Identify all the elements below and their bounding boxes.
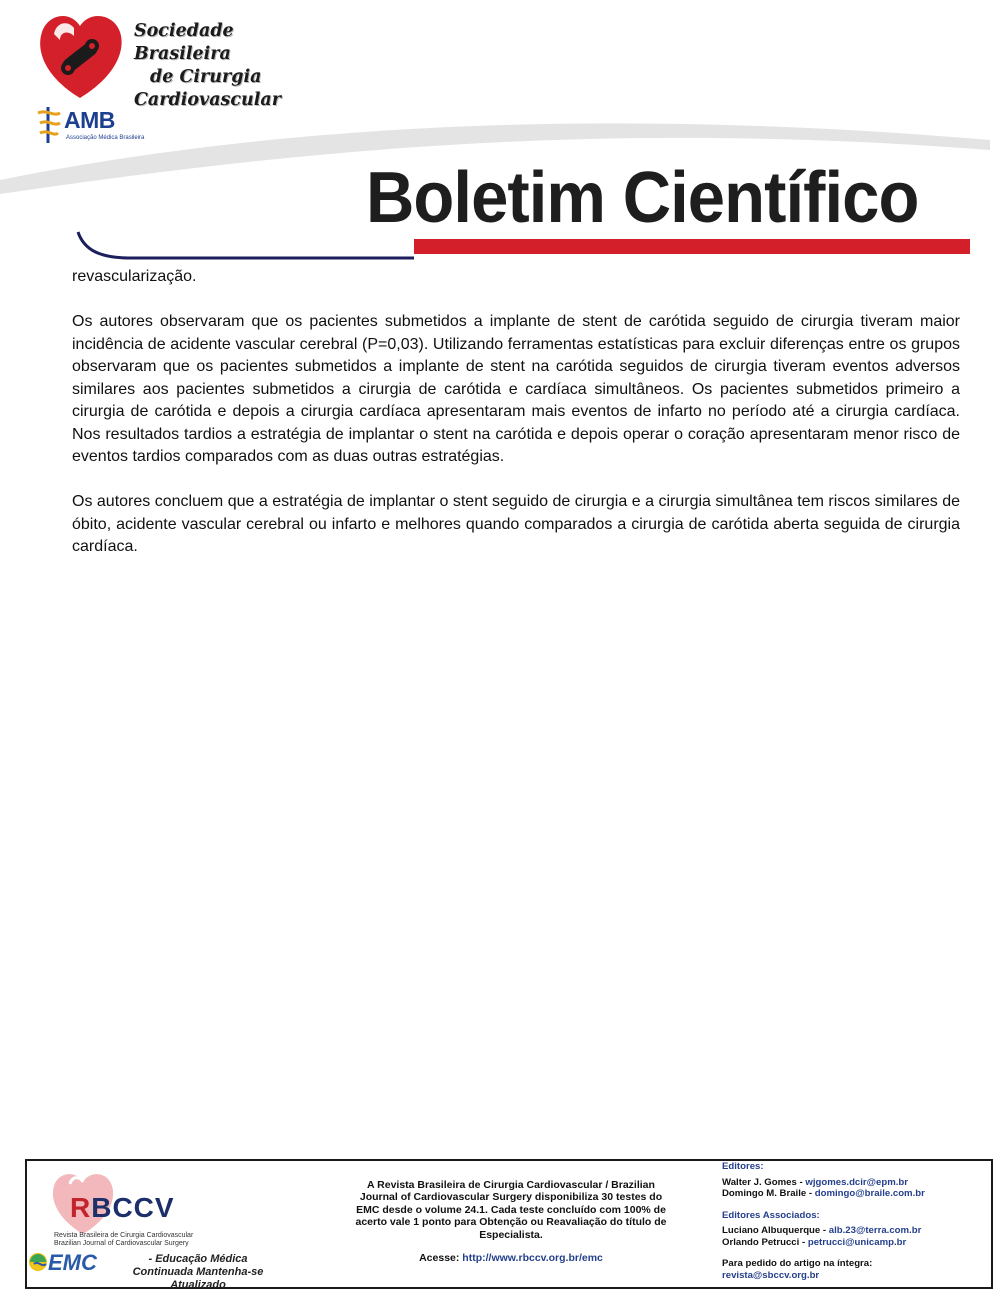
bulletin-title: Boletim Científico [366,158,919,238]
paragraph-continuation: revascularização. [72,268,197,285]
editor-row [722,1177,982,1189]
footer-access [352,1252,670,1264]
society-name-line3: Cardiovascular [134,90,281,110]
rbccv-subtitle: Revista Brasileira de Cirurgia Cardiovascular Brazilian Journal of Cardiovascular Surgery [54,1232,194,1247]
society-name-line1: Sociedade Brasileira [134,21,234,64]
order-email-link[interactable]: revista@sbccv.org.br [722,1269,820,1281]
editor-name: Domingo M. Braile - [722,1188,815,1199]
assoc-editor-email-link[interactable]: alb.23@terra.com.br [828,1225,922,1236]
footer-emc-info: A Revista Brasileira de Cirurgia Cardiovascular / Brazilian Journal of Cardiovascular Surgery disponibiliza 30 testes do EMC desde o volume 24.1. Cada teste concluído com 100% de acerto vale 1 ponto para Obtenção ou Reavaliação do título de Especialista. [355,1179,667,1241]
rbccv-logo-text [70,1192,175,1224]
sbccv-heart-logo [34,6,126,104]
title-red-bar [414,239,970,254]
paragraph-results: Os autores observaram que os pacientes submetidos a implante de stent de carótida seguido de cirurgia tiveram maior incidência de acidente vascular cerebral (P=0,03). Utilizando ferramentas estatísticas para excluir diferenças entre os grupos observaram que os pacientes submetidos a implante de stent na carótida seguidos de cirurgia tiveram eventos adversos similares aos pacientes submetidos a cirurgia de carótida e cardíaca simultâneos. Os pacientes submetidos primeiro a cirurgia de carótida e depois a cirurgia cardíaca apresentaram mais eventos de infarto no período até a cirurgia cardíaca. Nos resultados tardios a estratégia de implantar o stent na carótida e depois operar o coração apresentaram menor risco de eventos tardios comparados com as duas outras estratégias. [72,313,960,465]
rbccv-logo-rest: BCCV [91,1192,175,1223]
society-name [134,20,334,112]
editor-email-link[interactable]: domingo@braile.com.br [814,1188,925,1199]
paragraph-conclusion: Os autores concluem que a estratégia de implantar o stent seguido de cirurgia e a cirurgia simultânea tem riscos similares de óbito, acidente vascular cerebral ou infarto e melhores quando comparados a cirurgia de carótida aberta seguida de cirurgia cardíaca. [72,493,960,555]
emc-logo-text: EMC [48,1250,97,1275]
society-name-line2: de Cirurgia [150,67,262,87]
editors-header: Editores: [722,1161,764,1172]
editor-row [722,1188,982,1200]
emc-tagline: - Educação Médica Continuada Mantenha-se Atualizado [132,1253,264,1291]
footer-editors [722,1161,982,1281]
assoc-editor-email-link[interactable]: petrucci@unicamp.br [807,1236,907,1248]
amb-subtitle: Associação Médica Brasileira [66,135,145,141]
order-label: Para pedido do artigo na íntegra: [722,1258,873,1269]
assoc-editor-row [722,1237,982,1249]
assoc-editor-name: Orlando Petrucci - [722,1236,808,1248]
editor-email-link[interactable]: wjgomes.dcir@epm.br [805,1176,909,1188]
rbccv-logo-r: R [70,1192,92,1223]
access-url-link[interactable]: http://www.rbccv.org.br/emc [462,1252,603,1264]
amb-logo-text: AMB [64,107,115,133]
assoc-editors-header: Editores Associados: [722,1209,820,1221]
assoc-editor-row [722,1225,982,1237]
editor-name: Walter J. Gomes - [722,1176,806,1188]
access-label: Acesse: [419,1252,460,1264]
assoc-editor-name: Luciano Albuquerque - [722,1225,829,1236]
article-body [72,266,960,581]
